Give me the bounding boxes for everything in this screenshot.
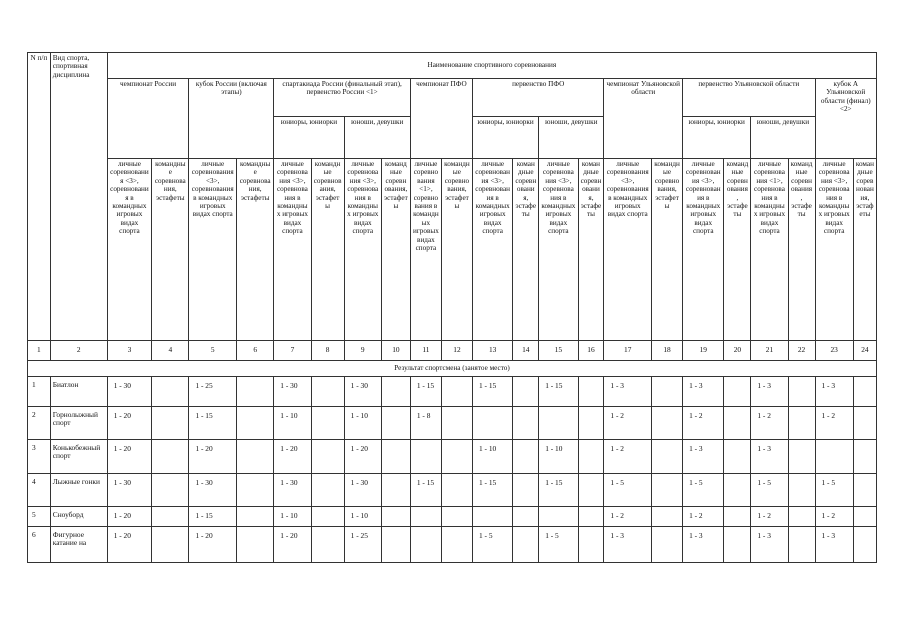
result-cell xyxy=(381,507,410,527)
result-cell: 1 - 2 xyxy=(604,407,652,440)
column-number: 5 xyxy=(189,341,237,361)
result-cell: 1 - 15 xyxy=(539,474,578,507)
result-cell: 1 - 5 xyxy=(815,474,853,507)
header-team: командные соревнования, эстафеты xyxy=(152,159,189,341)
result-cell: 1 - 15 xyxy=(472,377,512,407)
result-cell xyxy=(311,377,344,407)
result-cell: 1 - 2 xyxy=(815,507,853,527)
result-cell xyxy=(578,407,604,440)
result-cell: 1 - 3 xyxy=(751,377,788,407)
result-cell xyxy=(724,527,751,563)
result-cell xyxy=(539,507,578,527)
result-cell xyxy=(311,507,344,527)
result-cell xyxy=(441,407,472,440)
header-personal: личные соревнования <3>, соревнования в командных игровых видах спорта xyxy=(604,159,652,341)
column-number: 8 xyxy=(311,341,344,361)
header-team: командные соревнования, эстафеты xyxy=(788,159,815,341)
result-cell xyxy=(853,474,876,507)
result-cell xyxy=(152,474,189,507)
result-cell xyxy=(237,507,274,527)
result-cell: 1 - 15 xyxy=(189,507,237,527)
result-cell: 1 - 5 xyxy=(472,527,512,563)
header-competition-name: Наименование спортивного соревнования xyxy=(107,53,876,79)
result-cell xyxy=(513,527,539,563)
result-cell xyxy=(152,440,189,474)
result-cell: 1 - 15 xyxy=(472,474,512,507)
column-number: 16 xyxy=(578,341,604,361)
result-cell: 1 - 25 xyxy=(189,377,237,407)
header-juniors: юниоры, юниорки xyxy=(274,117,344,159)
column-number: 23 xyxy=(815,341,853,361)
result-cell xyxy=(788,527,815,563)
result-cell xyxy=(513,377,539,407)
result-cell: 1 - 2 xyxy=(604,507,652,527)
result-cell: 1 - 15 xyxy=(189,407,237,440)
result-cell: 1 - 30 xyxy=(189,474,237,507)
column-number: 9 xyxy=(344,341,381,361)
result-cell: 1 - 20 xyxy=(107,440,152,474)
row-number: 5 xyxy=(28,507,51,527)
result-cell xyxy=(578,474,604,507)
result-cell xyxy=(311,474,344,507)
result-cell: 1 - 20 xyxy=(107,527,152,563)
result-cell xyxy=(237,440,274,474)
result-cell xyxy=(578,377,604,407)
table-row xyxy=(28,377,877,407)
column-number: 6 xyxy=(237,341,274,361)
result-cell: 1 - 30 xyxy=(107,474,152,507)
header-team: командные соревнования, эстафеты xyxy=(441,159,472,341)
result-cell xyxy=(237,527,274,563)
result-cell: 1 - 30 xyxy=(344,474,381,507)
column-number: 18 xyxy=(652,341,683,361)
result-cell: 1 - 2 xyxy=(751,407,788,440)
header-team: командные соревнования, эстафеты xyxy=(513,159,539,341)
result-cell: 1 - 2 xyxy=(751,507,788,527)
column-number: 4 xyxy=(152,341,189,361)
header-team: командные соревнования, эстафеты xyxy=(724,159,751,341)
header-first-ulyanovsk: первенство Ульяновской области xyxy=(683,79,815,117)
column-number: 15 xyxy=(539,341,578,361)
result-cell xyxy=(652,407,683,440)
sport-name: Лыжные гонки xyxy=(50,474,107,507)
result-cell xyxy=(513,474,539,507)
result-cell: 1 - 20 xyxy=(107,507,152,527)
column-number: 14 xyxy=(513,341,539,361)
table-row xyxy=(28,507,877,527)
header-n: N п/п xyxy=(28,53,51,341)
result-cell: 1 - 3 xyxy=(815,527,853,563)
header-personal: личные соревнования <3>, соревнования в командных игровых видах спорта xyxy=(107,159,152,341)
header-personal: личные соревнования <3>, соревнования в командных игровых видах спорта xyxy=(189,159,237,341)
column-number: 2 xyxy=(50,341,107,361)
result-cell: 1 - 8 xyxy=(410,407,441,440)
result-cell xyxy=(853,507,876,527)
column-number: 20 xyxy=(724,341,751,361)
result-cell: 1 - 10 xyxy=(344,407,381,440)
result-cell xyxy=(410,440,441,474)
header-team: командные соревнования, эстафеты xyxy=(311,159,344,341)
result-cell xyxy=(152,507,189,527)
row-number: 6 xyxy=(28,527,51,563)
result-cell xyxy=(441,377,472,407)
result-cell xyxy=(788,507,815,527)
result-cell xyxy=(788,440,815,474)
result-cell: 1 - 3 xyxy=(815,377,853,407)
header-personal: личные соревнования <3>, соревнования в командных игровых видах спорта xyxy=(815,159,853,341)
result-cell xyxy=(652,507,683,527)
column-number: 21 xyxy=(751,341,788,361)
result-cell xyxy=(237,474,274,507)
result-cell xyxy=(853,527,876,563)
result-cell xyxy=(853,377,876,407)
row-number: 1 xyxy=(28,377,51,407)
result-cell: 1 - 20 xyxy=(274,527,311,563)
header-team: командные соревнования, эстафеты xyxy=(652,159,683,341)
result-cell: 1 - 3 xyxy=(604,527,652,563)
sport-name: Биатлон xyxy=(50,377,107,407)
header-sport: Вид спорта, спортивная дисциплина xyxy=(50,53,107,341)
result-cell: 1 - 10 xyxy=(539,440,578,474)
result-cell xyxy=(788,474,815,507)
sport-name: Сноуборд xyxy=(50,507,107,527)
result-cell xyxy=(578,527,604,563)
result-cell xyxy=(788,407,815,440)
header-team: командные соревнования, эстафеты xyxy=(381,159,410,341)
sport-name: Конькобежный спорт xyxy=(50,440,107,474)
header-youth: юноши, девушки xyxy=(539,117,604,159)
header-first-pfo: первенство ПФО xyxy=(472,79,603,117)
result-cell xyxy=(724,440,751,474)
result-cell xyxy=(652,440,683,474)
result-cell xyxy=(381,377,410,407)
header-team: командные соревнования, эстафеты xyxy=(853,159,876,341)
result-cell xyxy=(513,407,539,440)
result-cell xyxy=(441,474,472,507)
result-cell: 1 - 20 xyxy=(344,440,381,474)
result-cell xyxy=(441,440,472,474)
result-cell: 1 - 30 xyxy=(344,377,381,407)
sports-results-table xyxy=(27,52,877,563)
result-cell xyxy=(853,407,876,440)
result-cell: 1 - 3 xyxy=(683,527,724,563)
header-championship-pfo: чемпионат ПФО xyxy=(410,79,472,159)
header-championship-russia: чемпионат России xyxy=(107,79,189,159)
result-cell: 1 - 15 xyxy=(539,377,578,407)
result-cell xyxy=(724,377,751,407)
header-spartakiad-russia: спартакиада России (финальный этап), первенство России <1> xyxy=(274,79,411,117)
column-number: 11 xyxy=(410,341,441,361)
sport-name: Горнолыжный спорт xyxy=(50,407,107,440)
column-number: 7 xyxy=(274,341,311,361)
result-cell: 1 - 20 xyxy=(107,407,152,440)
result-cell: 1 - 25 xyxy=(344,527,381,563)
result-cell xyxy=(652,527,683,563)
header-personal: личные соревнования <3>, соревнования в командных игровых видах спорта xyxy=(472,159,512,341)
result-label: Результат спортсмена (занятое место) xyxy=(28,361,877,377)
result-cell: 1 - 30 xyxy=(274,474,311,507)
result-cell xyxy=(472,507,512,527)
result-cell: 1 - 2 xyxy=(683,407,724,440)
header-championship-ulyanovsk: чемпионат Ульяновской области xyxy=(604,79,683,159)
header-cup-ulyanovsk: кубок А Ульяновской области (финал) <2> xyxy=(815,79,876,159)
result-cell xyxy=(724,474,751,507)
result-cell xyxy=(578,507,604,527)
result-cell xyxy=(513,507,539,527)
result-cell: 1 - 3 xyxy=(683,440,724,474)
table-row xyxy=(28,474,877,507)
result-cell xyxy=(441,527,472,563)
result-cell: 1 - 3 xyxy=(604,377,652,407)
result-cell xyxy=(152,377,189,407)
table-row xyxy=(28,407,877,440)
result-cell: 1 - 10 xyxy=(274,507,311,527)
column-number: 3 xyxy=(107,341,152,361)
result-cell: 1 - 30 xyxy=(274,377,311,407)
result-cell: 1 - 5 xyxy=(683,474,724,507)
column-number: 22 xyxy=(788,341,815,361)
column-number: 24 xyxy=(853,341,876,361)
result-cell: 1 - 10 xyxy=(472,440,512,474)
result-cell xyxy=(381,527,410,563)
header-juniors: юниоры, юниорки xyxy=(683,117,751,159)
result-cell xyxy=(410,527,441,563)
result-cell: 1 - 3 xyxy=(683,377,724,407)
result-cell xyxy=(237,407,274,440)
column-number: 13 xyxy=(472,341,512,361)
header-youth: юноши, девушки xyxy=(751,117,815,159)
result-cell: 1 - 3 xyxy=(751,527,788,563)
result-cell xyxy=(472,407,512,440)
row-number: 4 xyxy=(28,474,51,507)
result-cell xyxy=(578,440,604,474)
result-cell xyxy=(652,474,683,507)
header-personal: личные соревнования <3>, соревнования в командных игровых видах спорта xyxy=(539,159,578,341)
header-personal: личные соревнования <3>, соревнования в командных игровых видах спорта xyxy=(344,159,381,341)
result-cell: 1 - 2 xyxy=(815,407,853,440)
header-team: командные соревнования, эстафеты xyxy=(237,159,274,341)
column-number: 1 xyxy=(28,341,51,361)
result-cell xyxy=(311,407,344,440)
result-cell: 1 - 10 xyxy=(344,507,381,527)
result-cell xyxy=(788,377,815,407)
result-cell xyxy=(237,377,274,407)
result-cell: 1 - 2 xyxy=(683,507,724,527)
result-cell: 1 - 15 xyxy=(410,377,441,407)
header-team: командные соревнования, эстафеты xyxy=(578,159,604,341)
header-personal: личные соревнования <3>, соревнования в командных игровых видах спорта xyxy=(274,159,311,341)
result-cell: 1 - 20 xyxy=(189,440,237,474)
table-row xyxy=(28,527,877,563)
result-cell: 1 - 10 xyxy=(274,407,311,440)
result-cell xyxy=(539,407,578,440)
row-number: 3 xyxy=(28,440,51,474)
row-number: 2 xyxy=(28,407,51,440)
result-cell xyxy=(381,474,410,507)
result-cell xyxy=(441,507,472,527)
result-cell xyxy=(311,440,344,474)
result-cell: 1 - 2 xyxy=(604,440,652,474)
result-cell: 1 - 5 xyxy=(604,474,652,507)
header-cup-russia: кубок России (включая этапы) xyxy=(189,79,274,159)
result-cell: 1 - 5 xyxy=(751,474,788,507)
result-cell xyxy=(652,377,683,407)
result-cell xyxy=(815,440,853,474)
column-numbers-row xyxy=(28,341,877,361)
result-cell xyxy=(724,507,751,527)
sport-name: Фигурное катание на xyxy=(50,527,107,563)
result-cell xyxy=(152,527,189,563)
column-number: 17 xyxy=(604,341,652,361)
table-row xyxy=(28,440,877,474)
result-cell: 1 - 3 xyxy=(751,440,788,474)
result-cell: 1 - 5 xyxy=(539,527,578,563)
result-cell xyxy=(410,507,441,527)
result-cell xyxy=(311,527,344,563)
result-cell: 1 - 15 xyxy=(410,474,441,507)
header-youth: юноши, девушки xyxy=(344,117,410,159)
result-cell: 1 - 20 xyxy=(274,440,311,474)
header-personal: личные соревнования <3>, соревнования в командных игровых видах спорта xyxy=(683,159,724,341)
column-number: 19 xyxy=(683,341,724,361)
sports-table-container xyxy=(27,52,877,558)
result-cell xyxy=(853,440,876,474)
column-number: 12 xyxy=(441,341,472,361)
result-cell xyxy=(381,407,410,440)
result-cell: 1 - 20 xyxy=(189,527,237,563)
header-juniors: юниоры, юниорки xyxy=(472,117,538,159)
result-cell xyxy=(381,440,410,474)
result-cell xyxy=(152,407,189,440)
result-cell: 1 - 30 xyxy=(107,377,152,407)
result-cell xyxy=(724,407,751,440)
header-personal: личные соревнования <1>, соревнования в командных игровых видах спорта xyxy=(751,159,788,341)
result-cell xyxy=(513,440,539,474)
header-personal: личные соревнования <1>, соревнования в командных игровых видах спорта xyxy=(410,159,441,341)
column-number: 10 xyxy=(381,341,410,361)
